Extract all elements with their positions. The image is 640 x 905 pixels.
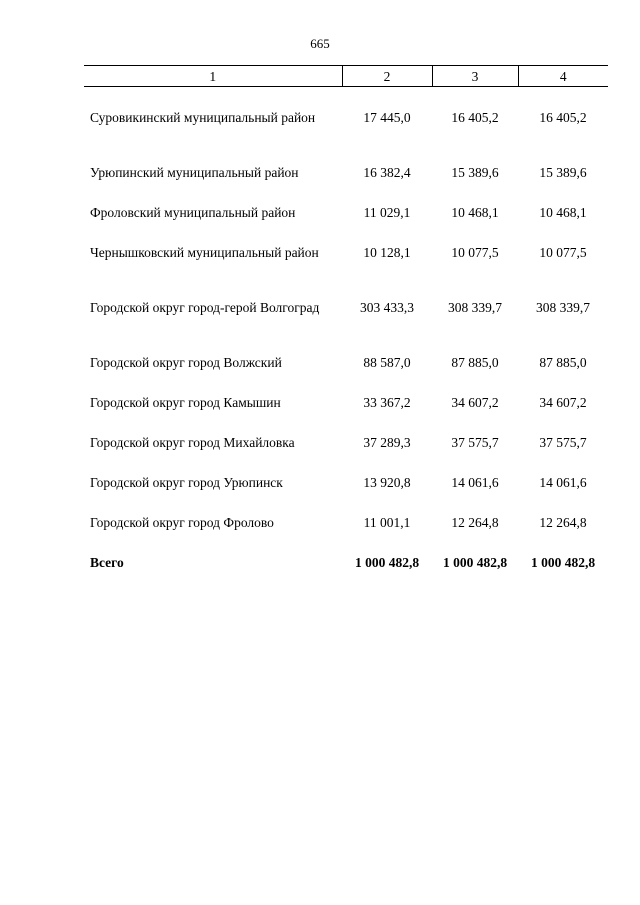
table-row	[84, 244, 608, 299]
row-value-2: 33 367,2	[363, 395, 411, 410]
table-row	[84, 474, 608, 514]
row-value-4: 10 468,1	[539, 205, 587, 220]
column-header-1: 1	[84, 66, 342, 87]
row-value-3: 308 339,7	[448, 300, 502, 315]
row-value-4: 10 077,5	[539, 245, 587, 260]
page-number: 665	[310, 36, 330, 51]
row-value-3: 12 264,8	[451, 515, 499, 530]
row-name: Городской округ город Урюпинск	[90, 475, 283, 490]
row-value-2: 303 433,3	[360, 300, 414, 315]
row-value-2: 17 445,0	[363, 110, 411, 125]
table-header-row	[84, 66, 608, 87]
row-name: Фроловский муниципальный район	[90, 205, 296, 220]
table-row	[84, 394, 608, 434]
table-row	[84, 87, 608, 165]
row-value-3: 14 061,6	[451, 475, 499, 490]
row-value-4: 308 339,7	[536, 300, 590, 315]
total-row	[84, 554, 608, 594]
row-value-4: 14 061,6	[539, 475, 587, 490]
table-row	[84, 434, 608, 474]
column-header-2: 2	[342, 66, 432, 87]
row-value-4: 37 575,7	[539, 435, 587, 450]
column-header-3: 3	[432, 66, 518, 87]
row-value-3: 16 405,2	[451, 110, 499, 125]
total-value-3: 1 000 482,8	[442, 555, 508, 570]
row-value-2: 11 029,1	[363, 205, 411, 220]
row-value-2: 10 128,1	[363, 245, 411, 260]
row-name: Городской округ город Михайловка	[90, 435, 295, 450]
total-value-2: 1 000 482,8	[354, 555, 420, 570]
row-value-4: 15 389,6	[539, 165, 587, 180]
row-value-4: 34 607,2	[539, 395, 587, 410]
row-value-3: 34 607,2	[451, 395, 499, 410]
table-row	[84, 299, 608, 354]
total-value-4: 1 000 482,8	[530, 555, 596, 570]
row-value-3: 37 575,7	[451, 435, 499, 450]
column-header-4: 4	[518, 66, 608, 87]
row-value-4: 12 264,8	[539, 515, 587, 530]
row-value-2: 37 289,3	[363, 435, 411, 450]
row-value-3: 10 468,1	[451, 205, 499, 220]
row-value-4: 16 405,2	[539, 110, 587, 125]
budget-table	[84, 65, 608, 594]
row-name: Городской округ город-герой Волгоград	[90, 300, 320, 315]
table-row	[84, 354, 608, 394]
row-name: Городской округ город Камышин	[90, 395, 281, 410]
row-value-3: 10 077,5	[451, 245, 499, 260]
table-row	[84, 514, 608, 554]
row-value-3: 87 885,0	[451, 355, 499, 370]
row-value-2: 16 382,4	[363, 165, 411, 180]
row-value-2: 13 920,8	[363, 475, 411, 490]
table-row	[84, 164, 608, 204]
row-value-4: 87 885,0	[539, 355, 587, 370]
row-value-2: 88 587,0	[363, 355, 411, 370]
total-label: Всего	[90, 555, 124, 570]
row-value-2: 11 001,1	[363, 515, 411, 530]
row-name: Урюпинский муниципальный район	[90, 165, 299, 180]
row-name: Суровикинский муниципальный район	[90, 110, 316, 125]
row-name: Городской округ город Волжский	[90, 355, 282, 370]
row-name: Чернышковский муниципальный район	[90, 245, 319, 260]
table-row	[84, 204, 608, 244]
row-name: Городской округ город Фролово	[90, 515, 274, 530]
row-value-3: 15 389,6	[451, 165, 499, 180]
